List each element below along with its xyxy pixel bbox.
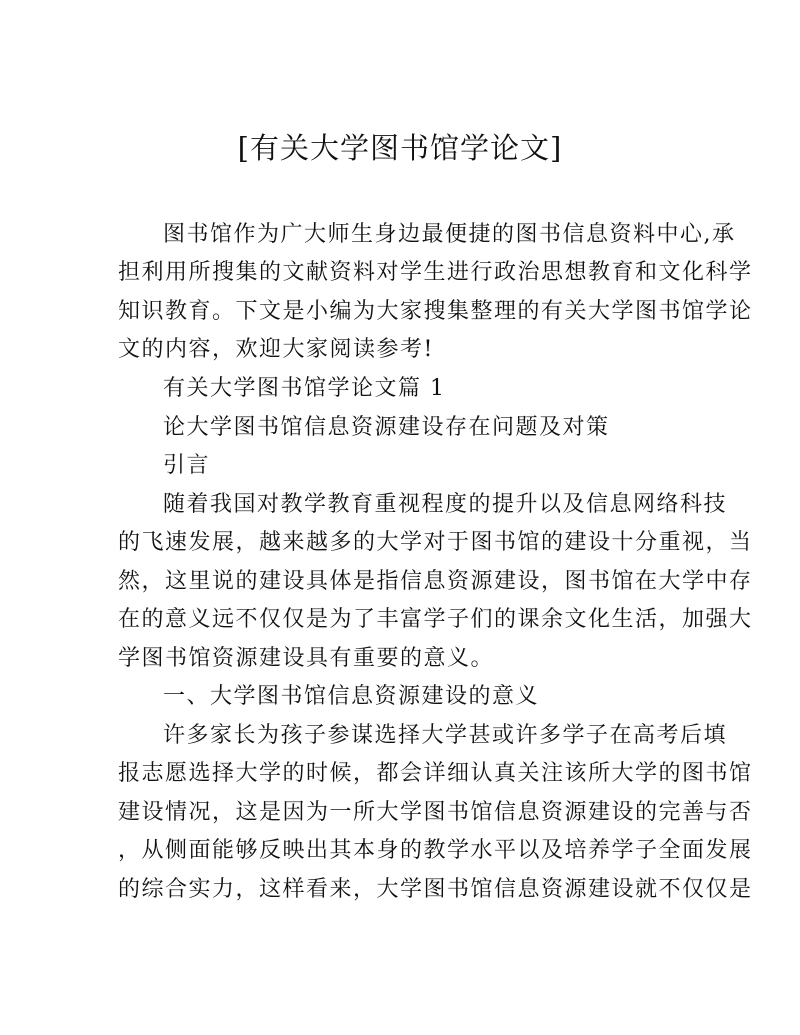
- paragraph-line: 许多家长为孩子参谋选择大学甚或许多学子在高考后填: [163, 723, 728, 748]
- paragraph-line: 文的内容，欢迎大家阅读参考!: [118, 337, 434, 362]
- paragraph-line: 然，这里说的建设具体是指信息资源建设，图书馆在大学中存: [118, 569, 753, 594]
- paragraph-line: 学图书馆资源建设具有重要的意义。: [118, 646, 495, 671]
- paragraph-line: 建设情况，这是因为一所大学图书馆信息资源建设的完善与否: [118, 800, 753, 825]
- paragraph-line: 在的意义远不仅仅是为了丰富学子们的课余文化生活，加强大: [118, 607, 753, 632]
- document-title: [有关大学图书馆学论文]: [237, 131, 563, 165]
- paragraph-line: 的综合实力，这样看来，大学图书馆信息资源建设就不仅仅是: [118, 877, 753, 902]
- section-heading: 一、大学图书馆信息资源建设的意义: [163, 684, 540, 709]
- paragraph-line: 知识教育。下文是小编为大家搜集整理的有关大学图书馆学论: [118, 299, 753, 324]
- paragraph-line: 的飞速发展，越来越多的大学对于图书馆的建设十分重视，当: [118, 530, 753, 555]
- section-heading: 有关大学图书馆学论文篇 1: [163, 376, 446, 401]
- paragraph-line: 担利用所搜集的文献资料对学生进行政治思想教育和文化科学: [118, 260, 753, 285]
- paragraph-line: 随着我国对教学教育重视程度的提升以及信息网络科技: [163, 492, 728, 517]
- paragraph-line: ，从侧面能够反映出其本身的教学水平以及培养学子全面发展: [118, 838, 753, 863]
- article-title: 论大学图书馆信息资源建设存在问题及对策: [163, 415, 610, 440]
- paragraph-line: 图书馆作为广大师生身边最便捷的图书信息资料中心,承: [163, 222, 736, 247]
- section-heading: 引言: [163, 453, 211, 478]
- paragraph-line: 报志愿选择大学的时候，都会详细认真关注该所大学的图书馆: [118, 761, 753, 786]
